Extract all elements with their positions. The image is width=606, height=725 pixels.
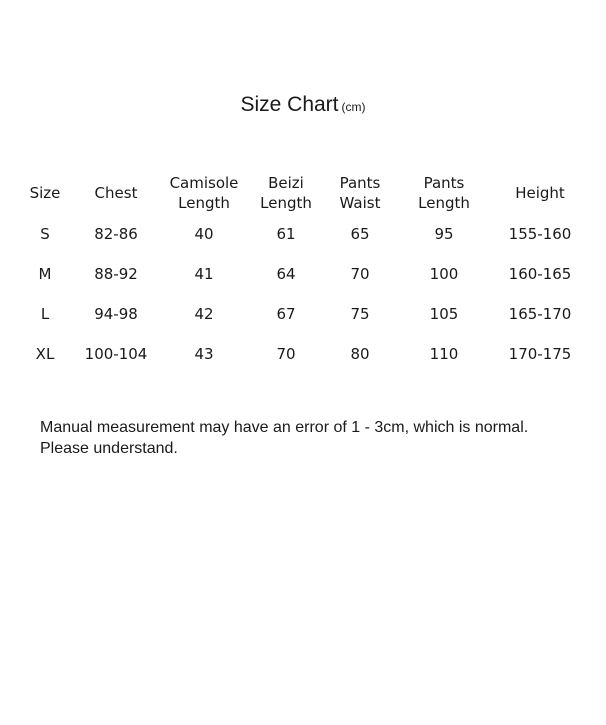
table-cell: S bbox=[40, 225, 50, 243]
table-cell: 65 bbox=[350, 225, 370, 243]
measurement-note bbox=[40, 417, 600, 459]
header-label: Height bbox=[515, 184, 565, 202]
table-cell: 155-160 bbox=[508, 225, 572, 243]
table-cell: 61 bbox=[276, 225, 296, 243]
table-cell: 165-170 bbox=[508, 305, 572, 323]
table-cell: 80 bbox=[350, 345, 370, 363]
table-row bbox=[20, 334, 586, 374]
header-label: Camisole bbox=[169, 174, 239, 192]
header-label: Length bbox=[260, 194, 312, 212]
table-cell: XL bbox=[35, 345, 55, 363]
table-cell: M bbox=[38, 265, 52, 283]
header-label: Waist bbox=[339, 194, 381, 212]
note-line-2: Please understand. bbox=[40, 440, 178, 457]
table-header-row bbox=[20, 172, 586, 214]
header-chest bbox=[70, 172, 162, 214]
table-cell: L bbox=[40, 305, 50, 323]
header-label: Length bbox=[418, 194, 470, 212]
table-cell: 70 bbox=[350, 265, 370, 283]
table-cell: 43 bbox=[194, 345, 214, 363]
table-cell: 94-98 bbox=[94, 305, 138, 323]
page-title bbox=[0, 93, 606, 117]
table-cell: 40 bbox=[194, 225, 214, 243]
header-label: Pants bbox=[423, 174, 465, 192]
table-cell: 95 bbox=[434, 225, 454, 243]
table-cell: 110 bbox=[429, 345, 459, 363]
table-row bbox=[20, 214, 586, 254]
table-cell: 100 bbox=[429, 265, 459, 283]
table-cell: 67 bbox=[276, 305, 296, 323]
table-cell: 170-175 bbox=[508, 345, 572, 363]
table-cell: 41 bbox=[194, 265, 214, 283]
header-label: Chest bbox=[94, 184, 138, 202]
title-text: Size Chart bbox=[240, 93, 339, 116]
table-row bbox=[20, 254, 586, 294]
size-chart-table bbox=[20, 172, 586, 374]
table-row bbox=[20, 294, 586, 334]
table-cell: 88-92 bbox=[94, 265, 138, 283]
header-label: Beizi bbox=[268, 174, 304, 192]
header-label: Pants bbox=[339, 174, 381, 192]
table-cell: 82-86 bbox=[94, 225, 138, 243]
table-cell: 75 bbox=[350, 305, 370, 323]
header-height bbox=[494, 172, 586, 214]
note-line-1: Manual measurement may have an error of 1 - 3cm, which is normal. bbox=[40, 419, 529, 436]
header-pants-waist bbox=[326, 172, 394, 214]
table-cell: 42 bbox=[194, 305, 214, 323]
header-pants-length bbox=[394, 172, 494, 214]
table-cell: 105 bbox=[429, 305, 459, 323]
table-cell: 160-165 bbox=[508, 265, 572, 283]
header-label: Size bbox=[29, 184, 61, 202]
header-label: Length bbox=[178, 194, 230, 212]
header-size bbox=[20, 172, 70, 214]
table-cell: 64 bbox=[276, 265, 296, 283]
header-beizi-length bbox=[246, 172, 326, 214]
table-cell: 70 bbox=[276, 345, 296, 363]
header-camisole-length bbox=[162, 172, 246, 214]
table-cell: 100-104 bbox=[84, 345, 148, 363]
title-unit: (cm) bbox=[341, 100, 366, 114]
